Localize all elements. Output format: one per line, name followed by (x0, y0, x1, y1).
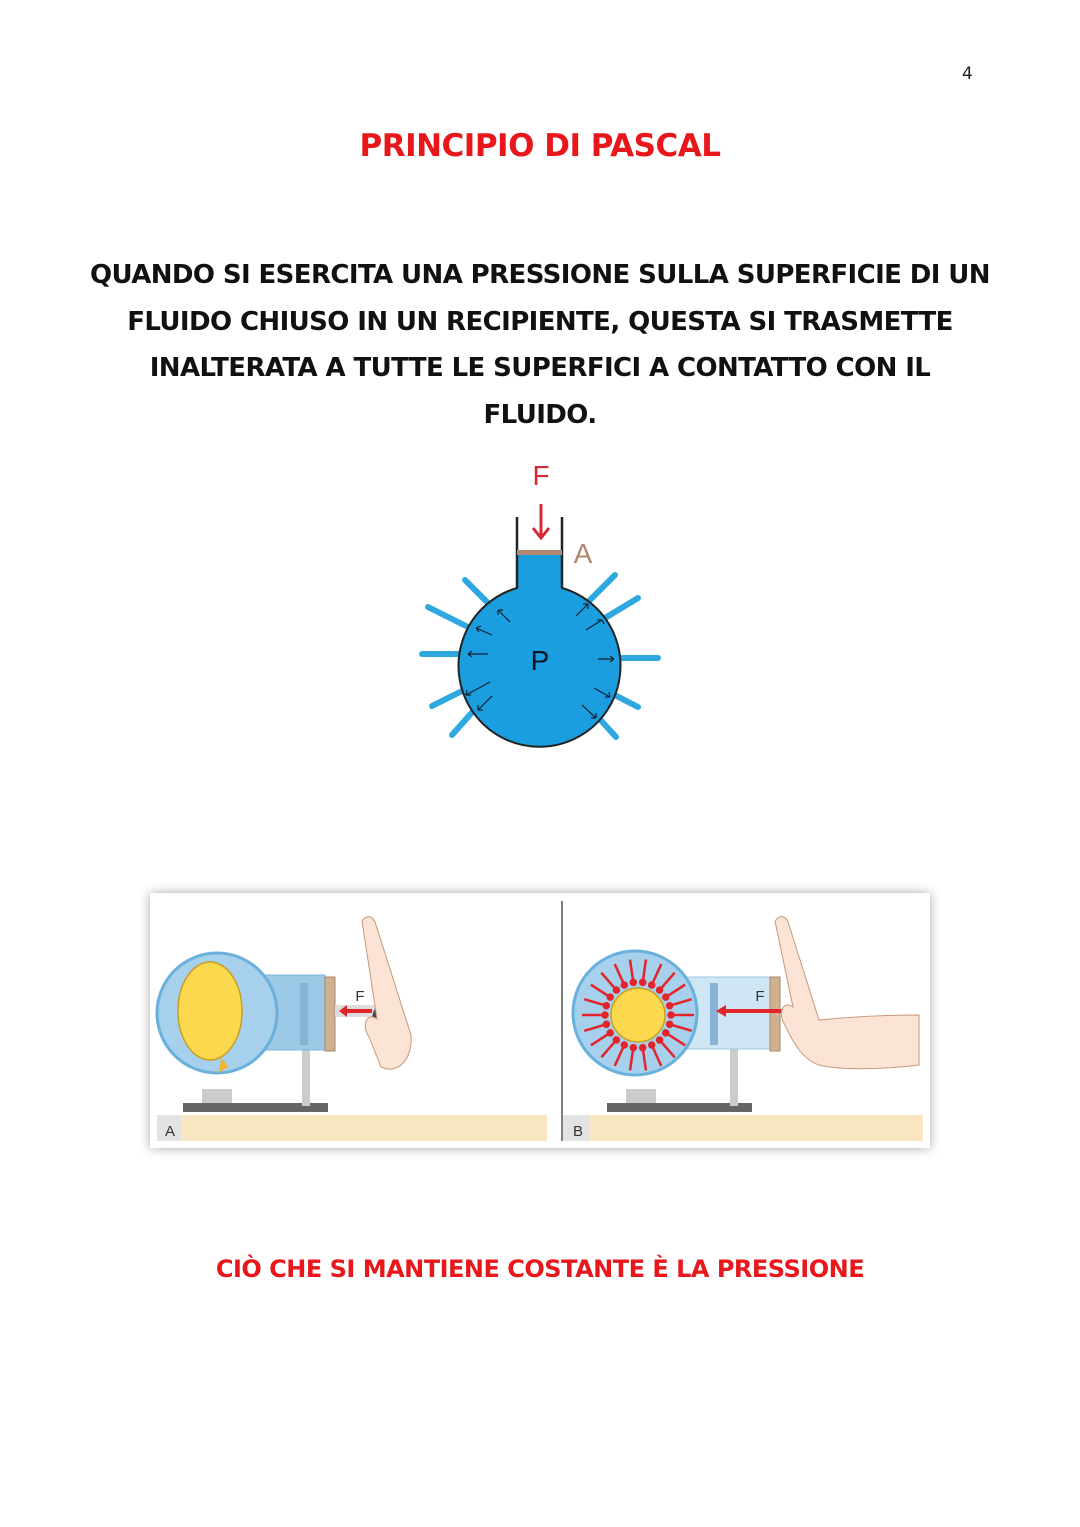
pressure-arrow-head (603, 1013, 608, 1018)
pressure-arrow-head (657, 988, 662, 993)
pressure-arrow-head (631, 980, 636, 985)
force-label: F (755, 988, 765, 1005)
pressure-arrow-head (604, 1003, 609, 1008)
page-title: PRINCIPIO DI PASCAL (359, 128, 721, 164)
pressure-arrow-head (649, 982, 654, 987)
pressure-arrow-head (667, 1022, 672, 1027)
pressure-arrow-head (631, 1045, 636, 1050)
pressure-arrow-head (622, 982, 627, 987)
statement-line: FLUIDO. (483, 399, 597, 430)
balloon-syringe-experiment (150, 893, 930, 1148)
pressure-arrow-head (604, 1022, 609, 1027)
pressure-arrow-head (614, 1037, 619, 1042)
pressure-arrow-head (657, 1037, 662, 1042)
piston-surface (517, 550, 562, 555)
pressure-arrow-head (663, 995, 668, 1000)
pressure-arrow-head (640, 1045, 645, 1050)
statement-line: QUANDO SI ESERCITA UNA PRESSIONE SULLA SUPERFICIE DI UN (90, 260, 990, 290)
panel-a-label: A (165, 1123, 176, 1140)
panel-a (157, 901, 547, 1141)
conclusion-text: CIÒ CHE SI MANTIENE COSTANTE È LA PRESSIONE (215, 1255, 865, 1283)
principle-statement (90, 252, 990, 438)
balloon (178, 962, 242, 1060)
pressure-arrow-head (622, 1043, 627, 1048)
force-label: F (532, 460, 550, 491)
pressure-arrow-head (608, 1030, 613, 1035)
pressure-arrow-head (669, 1013, 674, 1018)
pressure-arrow-head (663, 1030, 668, 1035)
pressure-arrow-head (649, 1043, 654, 1048)
compressed-balloon (611, 988, 665, 1042)
page-number: 4 (962, 64, 973, 84)
pressure-arrow-head (640, 980, 645, 985)
pascal-flask-diagram (400, 450, 680, 750)
statement-line: INALTERATA A TUTTE LE SUPERFICI A CONTATTO CON IL (149, 353, 931, 383)
force-label: F (355, 988, 365, 1005)
pressure-arrow-head (608, 995, 613, 1000)
pressure-arrow-head (667, 1003, 672, 1008)
area-label: A (573, 538, 593, 569)
pressure-label: P (530, 645, 550, 676)
panel-b-label: B (573, 1123, 584, 1140)
statement-line: FLUIDO CHIUSO IN UN RECIPIENTE, QUESTA SI TRASMETTE (127, 306, 953, 337)
pressure-arrow-head (614, 988, 619, 993)
